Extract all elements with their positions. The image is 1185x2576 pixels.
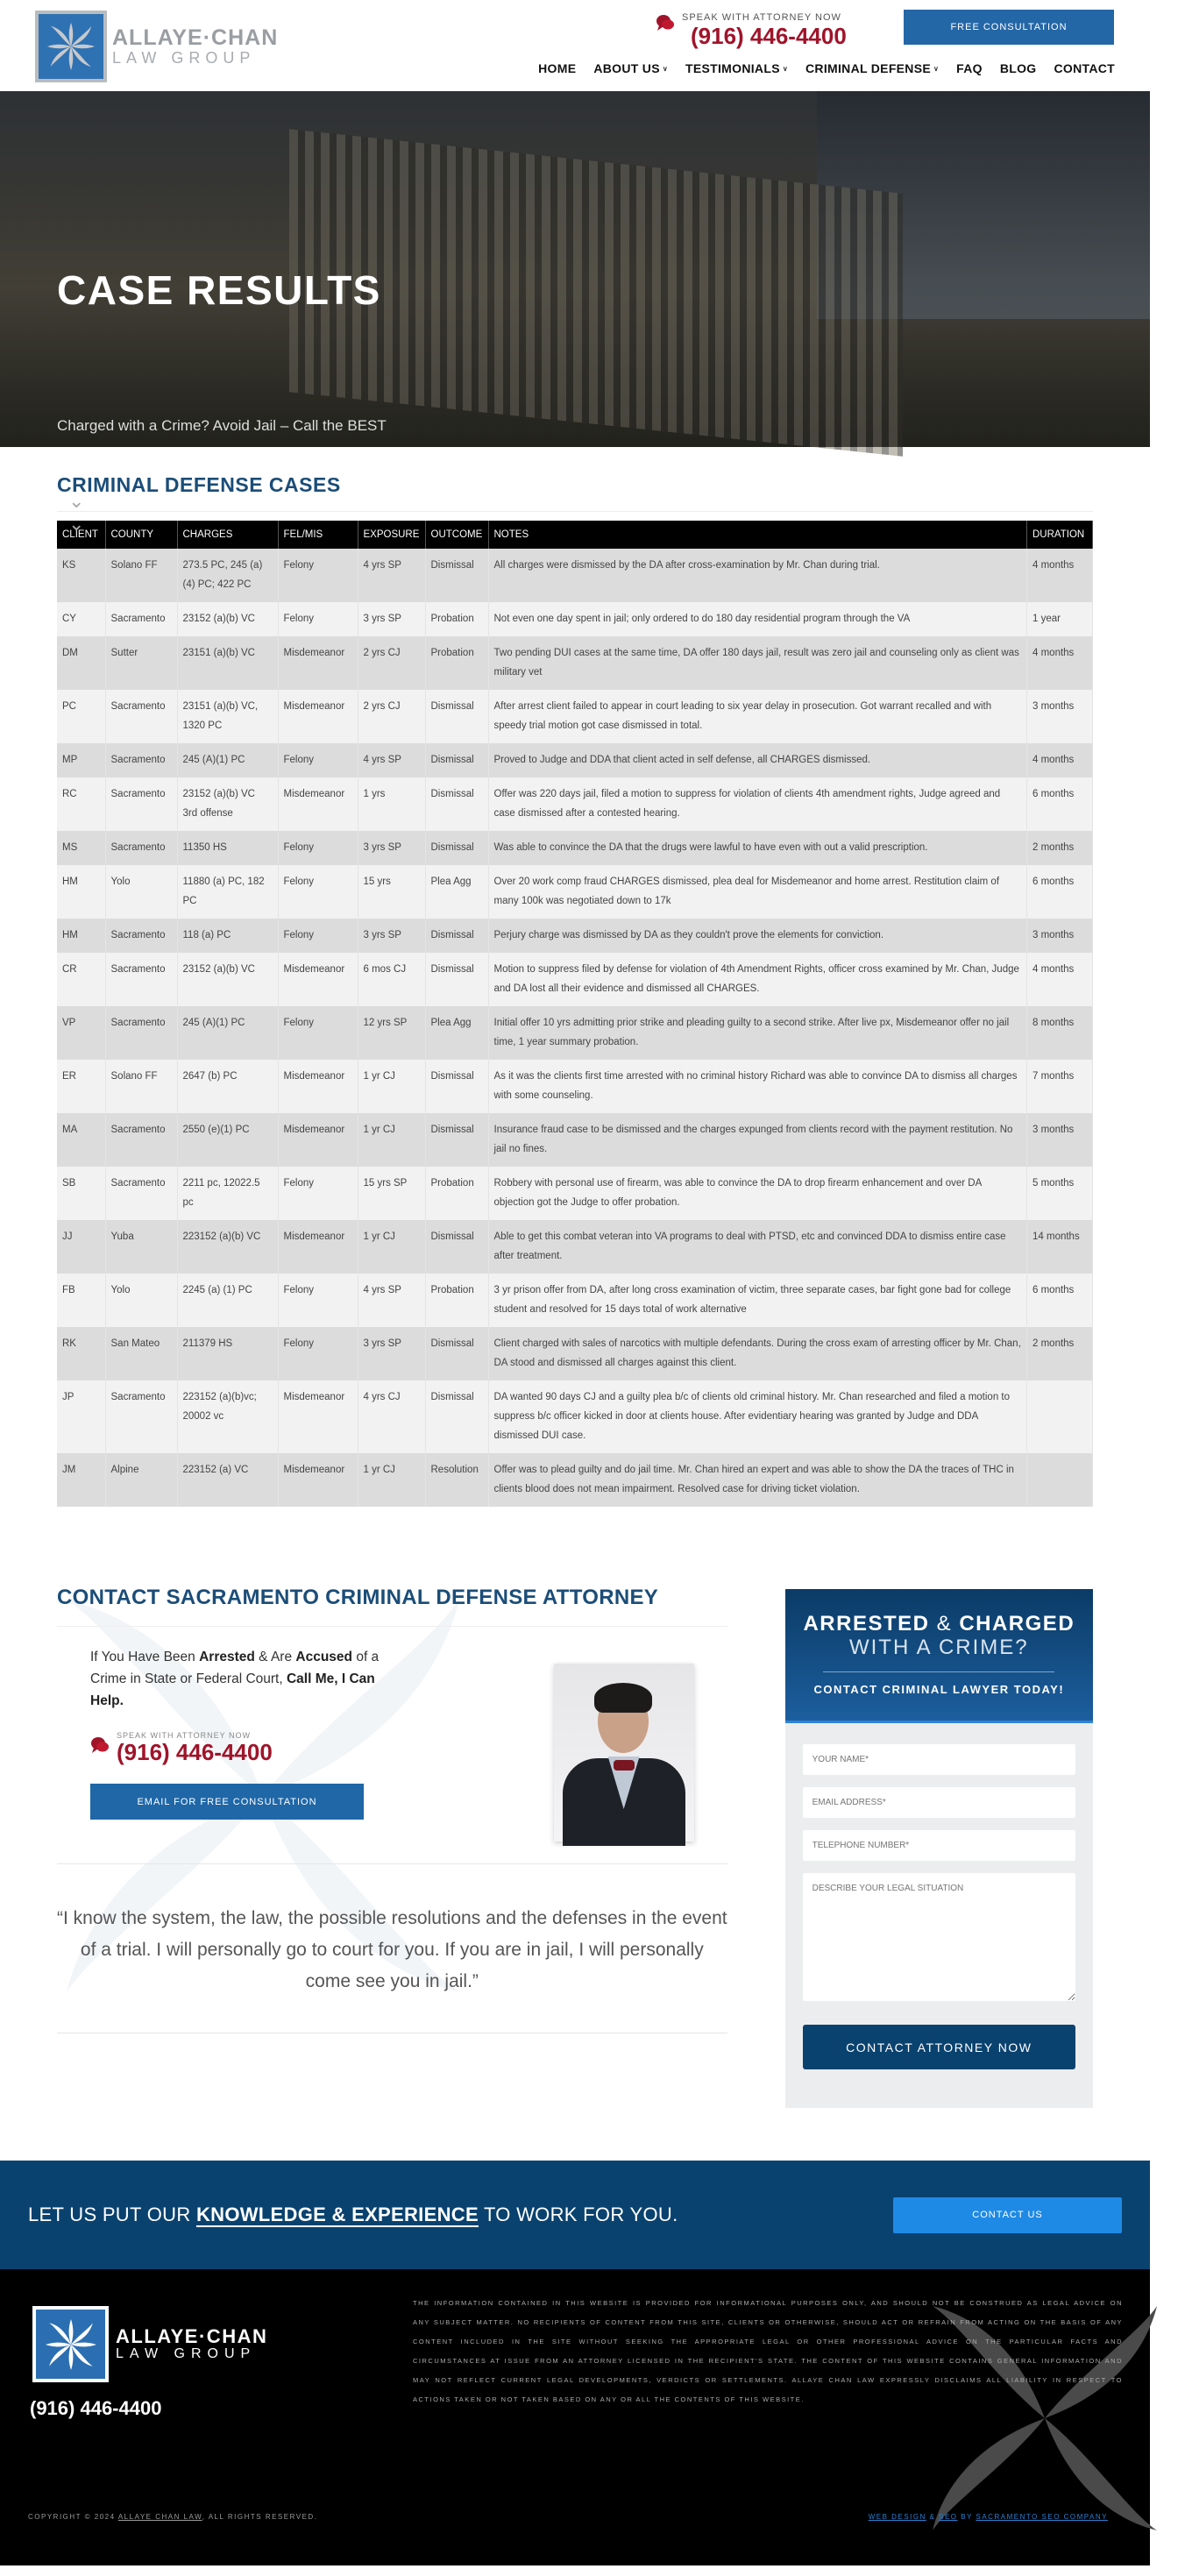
table-cell: MS xyxy=(57,831,105,865)
logo-name: ALLAYE·CHAN xyxy=(112,25,279,50)
table-row xyxy=(57,777,1093,831)
table-cell: Dismissal xyxy=(425,777,488,831)
table-header-row xyxy=(57,521,1093,549)
table-cell: 4 months xyxy=(1027,953,1093,1006)
table-cell: 1 yr CJ xyxy=(358,1060,425,1113)
table-cell: 245 (A)(1) PC xyxy=(177,1006,278,1060)
table-row xyxy=(57,1453,1093,1507)
table-cell: Misdemeanor xyxy=(278,1113,358,1167)
table-row xyxy=(57,1113,1093,1167)
table-cell: HM xyxy=(57,919,105,953)
table-cell: Initial offer 10 yrs admitting prior strike and pleading guilty to a second strike. After live px, Misdemeanor offer no jail time, 1 year summary probation. xyxy=(488,1006,1027,1060)
table-cell: Misdemeanor xyxy=(278,777,358,831)
table-cell: 6 mos CJ xyxy=(358,953,425,1006)
table-cell: 211379 HS xyxy=(177,1327,278,1380)
chat-bubbles-icon xyxy=(90,1736,110,1754)
table-cell: 11880 (a) PC, 182 PC xyxy=(177,865,278,919)
table-cell: Felony xyxy=(278,549,358,602)
table-cell: 3 yrs SP xyxy=(358,919,425,953)
table-cell: Resolution xyxy=(425,1453,488,1507)
col-county: COUNTY xyxy=(105,521,177,549)
table-cell: Probation xyxy=(425,1274,488,1327)
table-row xyxy=(57,1006,1093,1060)
table-cell: Misdemeanor xyxy=(278,1220,358,1274)
table-cell: 12 yrs SP xyxy=(358,1006,425,1060)
table-cell: Misdemeanor xyxy=(278,636,358,690)
chevron-down-icon: ∨ xyxy=(662,64,669,73)
double-chevron-down-icon[interactable]: ⌄ ⌄ xyxy=(68,490,85,535)
table-cell: 2 yrs CJ xyxy=(358,690,425,743)
email-input[interactable] xyxy=(803,1787,1075,1818)
table-cell: Sacramento xyxy=(105,777,177,831)
nav-criminal-defense[interactable]: CRIMINAL DEFENSE ∨ xyxy=(805,61,940,75)
table-cell: Felony xyxy=(278,743,358,777)
table-cell: Felony xyxy=(278,1006,358,1060)
contact-form-card xyxy=(785,1589,1093,2108)
site-footer xyxy=(0,2269,1150,2565)
col-client: CLIENT xyxy=(57,521,105,549)
table-row xyxy=(57,919,1093,953)
site-credits: WEB DESIGN & SEO BY SACRAMENTO SEO COMPANY xyxy=(868,2513,1108,2521)
copyright-link[interactable]: ALLAYE CHAN LAW xyxy=(117,2513,202,2521)
table-cell: 23152 (a)(b) VC xyxy=(177,953,278,1006)
table-cell: 6 months xyxy=(1027,865,1093,919)
table-cell: Sacramento xyxy=(105,1113,177,1167)
table-row xyxy=(57,1380,1093,1453)
table-cell: JP xyxy=(57,1380,105,1453)
table-cell: Motion to suppress filed by defense for violation of 4th Amendment Rights, officer cross examined by Mr. Chan, Judge and DA lost all their evidence and dismissed all CHARGES. xyxy=(488,953,1027,1006)
table-cell: 223152 (a)(b) VC xyxy=(177,1220,278,1274)
table-cell: Misdemeanor xyxy=(278,1453,358,1507)
speak-label: SPEAK WITH ATTORNEY NOW xyxy=(682,12,841,23)
logo-mark xyxy=(35,11,107,82)
speak-label: SPEAK WITH ATTORNEY NOW xyxy=(117,1731,252,1740)
table-cell: Was able to convince the DA that the drugs were lawful to have even with out a valid prescription. xyxy=(488,831,1027,865)
table-cell: Yolo xyxy=(105,865,177,919)
main-nav xyxy=(538,61,1115,75)
cta-banner xyxy=(0,2161,1150,2269)
contact-us-button[interactable]: CONTACT US xyxy=(893,2197,1122,2233)
table-cell: All charges were dismissed by the DA after cross-examination by Mr. Chan during trial. xyxy=(488,549,1027,602)
table-cell: 3 months xyxy=(1027,690,1093,743)
hero-title: CASE RESULTS xyxy=(57,267,381,313)
table-cell: Dismissal xyxy=(425,690,488,743)
header-phone-link[interactable]: (916) 446-4400 xyxy=(691,23,847,49)
table-cell: Dismissal xyxy=(425,1113,488,1167)
table-row xyxy=(57,743,1093,777)
col-notes: NOTES xyxy=(488,521,1027,549)
table-cell: Plea Agg xyxy=(425,1006,488,1060)
table-cell: As it was the clients first time arrested with no criminal history Richard was able to convince DA to dismiss all charges with some counseling. xyxy=(488,1060,1027,1113)
table-cell: 118 (a) PC xyxy=(177,919,278,953)
table-cell: 8 months xyxy=(1027,1006,1093,1060)
table-cell: 15 yrs SP xyxy=(358,1167,425,1220)
nav-contact[interactable]: CONTACT xyxy=(1054,61,1115,75)
table-cell: VP xyxy=(57,1006,105,1060)
table-cell: MA xyxy=(57,1113,105,1167)
table-row xyxy=(57,1274,1093,1327)
table-row xyxy=(57,1167,1093,1220)
table-cell: 3 yrs SP xyxy=(358,602,425,636)
col-fel-mis: FEL/MIS xyxy=(278,521,358,549)
site-logo[interactable] xyxy=(35,11,278,82)
attorney-quote: “I know the system, the law, the possible resolutions and the defenses in the event of a trial. I will personally go to court for you. If you are in jail, I will personally come see you in jail.” xyxy=(57,1864,727,2033)
pinwheel-icon xyxy=(46,21,96,72)
name-input[interactable] xyxy=(803,1744,1075,1775)
table-cell: 223152 (a) VC xyxy=(177,1453,278,1507)
table-cell: Plea Agg xyxy=(425,865,488,919)
table-cell: KS xyxy=(57,549,105,602)
table-cell: Felony xyxy=(278,1167,358,1220)
col-duration: DURATION xyxy=(1027,521,1093,549)
table-cell: RC xyxy=(57,777,105,831)
nav-blog[interactable]: BLOG xyxy=(999,61,1037,75)
table-cell: Felony xyxy=(278,1327,358,1380)
speak-with-attorney xyxy=(656,12,847,49)
table-cell: 223152 (a)(b)vc; 20002 vc xyxy=(177,1380,278,1453)
table-cell: 1 yr CJ xyxy=(358,1113,425,1167)
speak-with-attorney-contact xyxy=(90,1731,397,1764)
table-cell: Dismissal xyxy=(425,831,488,865)
table-cell: 4 months xyxy=(1027,549,1093,602)
table-cell: RK xyxy=(57,1327,105,1380)
table-cell: Sacramento xyxy=(105,919,177,953)
table-cell: Felony xyxy=(278,919,358,953)
cta-text: LET US PUT OUR KNOWLEDGE & EXPERIENCE TO WORK FOR YOU. xyxy=(28,2203,678,2225)
table-cell: Probation xyxy=(425,1167,488,1220)
table-cell: Felony xyxy=(278,602,358,636)
table-cell xyxy=(1027,1453,1093,1507)
table-cell: Felony xyxy=(278,831,358,865)
table-row xyxy=(57,1060,1093,1113)
table-cell: Dismissal xyxy=(425,1327,488,1380)
nav-about-us[interactable]: ABOUT US ∨ xyxy=(593,61,669,75)
logo-tagline: LAW GROUP xyxy=(112,49,256,67)
table-cell: 1 year xyxy=(1027,602,1093,636)
cases-table xyxy=(57,521,1093,1507)
table-cell: Probation xyxy=(425,636,488,690)
contact-section xyxy=(0,1542,1150,2161)
table-cell: 15 yrs xyxy=(358,865,425,919)
table-cell: 2647 (b) PC xyxy=(177,1060,278,1113)
table-cell: Not even one day spent in jail; only ordered to do 180 day residential program through the VA xyxy=(488,602,1027,636)
table-cell: 4 months xyxy=(1027,636,1093,690)
col-charges: CHARGES xyxy=(177,521,278,549)
contact-form xyxy=(785,1723,1093,2108)
nav-faq[interactable]: FAQ xyxy=(956,61,983,75)
table-cell: Offer was to plead guilty and do jail time. Mr. Chan hired an expert and was able to show the DA the traces of THC in clients blood does not mean impairment. Resolved case for driving ticket violation. xyxy=(488,1453,1027,1507)
table-cell: Misdemeanor xyxy=(278,1060,358,1113)
table-cell: 11350 HS xyxy=(177,831,278,865)
site-header xyxy=(0,0,1150,91)
table-cell: 2550 (e)(1) PC xyxy=(177,1113,278,1167)
table-cell: Dismissal xyxy=(425,549,488,602)
chat-bubbles-icon xyxy=(656,14,675,32)
table-cell: Sacramento xyxy=(105,1006,177,1060)
table-cell: Felony xyxy=(278,865,358,919)
table-cell: Dismissal xyxy=(425,919,488,953)
table-cell: 23151 (a)(b) VC, 1320 PC xyxy=(177,690,278,743)
table-cell: 3 yr prison offer from DA, after long cross examination of victim, three separate cases, bar fight gone bad for college student and resolved for 15 days total of work alternative xyxy=(488,1274,1027,1327)
table-cell: PC xyxy=(57,690,105,743)
table-cell: 273.5 PC, 245 (a) (4) PC; 422 PC xyxy=(177,549,278,602)
table-cell: Sacramento xyxy=(105,1167,177,1220)
table-row xyxy=(57,831,1093,865)
cases-section xyxy=(0,447,1150,1542)
table-row xyxy=(57,602,1093,636)
table-row xyxy=(57,1327,1093,1380)
hero-subtitle: Charged with a Crime? Avoid Jail – Call the BEST xyxy=(57,417,387,434)
table-cell: Solano FF xyxy=(105,1060,177,1113)
table-cell: Yuba xyxy=(105,1220,177,1274)
table-cell: 4 yrs CJ xyxy=(358,1380,425,1453)
table-cell: 4 months xyxy=(1027,743,1093,777)
table-cell: Dismissal xyxy=(425,1220,488,1274)
table-cell: 4 yrs SP xyxy=(358,743,425,777)
table-cell: 3 yrs SP xyxy=(358,1327,425,1380)
table-cell: Proved to Judge and DDA that client acted in self defense, all CHARGES dismissed. xyxy=(488,743,1027,777)
legal-situation-textarea[interactable] xyxy=(803,1873,1075,2001)
table-cell: Offer was 220 days jail, filed a motion to suppress for violation of clients 4th amendment rights, Judge agreed and case dismissed after a contested hearing. xyxy=(488,777,1027,831)
table-cell: MP xyxy=(57,743,105,777)
table-cell: 3 months xyxy=(1027,919,1093,953)
table-cell: CY xyxy=(57,602,105,636)
table-cell: 3 months xyxy=(1027,1113,1093,1167)
table-cell: Felony xyxy=(278,1274,358,1327)
table-cell: Solano FF xyxy=(105,549,177,602)
seo-company-link[interactable]: SACRAMENTO SEO COMPANY xyxy=(976,2513,1108,2521)
table-cell: Dismissal xyxy=(425,1060,488,1113)
table-cell: Dismissal xyxy=(425,1380,488,1453)
table-cell: 2245 (a) (1) PC xyxy=(177,1274,278,1327)
table-cell: Misdemeanor xyxy=(278,1380,358,1453)
col-outcome: OUTCOME xyxy=(425,521,488,549)
table-cell: Client charged with sales of narcotics with multiple defendants. During the cross exam of arresting officer by Mr. Chan, DA stood and dismissed all charges against this client. xyxy=(488,1327,1027,1380)
footer-phone-link[interactable]: (916) 446-4400 xyxy=(30,2397,162,2419)
table-cell: 2211 pc, 12022.5 pc xyxy=(177,1167,278,1220)
web-design-link[interactable]: WEB DESIGN xyxy=(868,2513,926,2521)
contact-attorney-submit-button[interactable]: CONTACT ATTORNEY NOW xyxy=(803,2025,1075,2069)
table-cell: After arrest client failed to appear in court leading to six year delay in prosecution. Got warrant recalled and with speedy trial motion got case dismissed in total. xyxy=(488,690,1027,743)
table-cell: 6 months xyxy=(1027,1274,1093,1327)
table-cell: 4 yrs SP xyxy=(358,1274,425,1327)
table-cell: SB xyxy=(57,1167,105,1220)
contact-pitch: If You Have Been Arrested & Are Accused of a Crime in State or Federal Court, Call Me, I Can Help. xyxy=(90,1650,380,1708)
nav-home[interactable]: HOME xyxy=(538,61,577,75)
table-cell: 2 months xyxy=(1027,831,1093,865)
table-cell: Over 20 work comp fraud CHARGES dismissed, plea deal for Misdemeanor and home arrest. Restitution claim of many 100k was negotiated down to 17k xyxy=(488,865,1027,919)
table-cell: Alpine xyxy=(105,1453,177,1507)
table-cell: Yolo xyxy=(105,1274,177,1327)
table-cell: Sacramento xyxy=(105,690,177,743)
email-consultation-button[interactable]: EMAIL FOR FREE CONSULTATION xyxy=(90,1784,364,1820)
free-consultation-button[interactable]: FREE CONSULTATION xyxy=(904,10,1114,45)
table-cell: 3 yrs SP xyxy=(358,831,425,865)
table-row xyxy=(57,636,1093,690)
table-cell: JJ xyxy=(57,1220,105,1274)
table-cell: 6 months xyxy=(1027,777,1093,831)
chevron-down-icon: ∨ xyxy=(782,64,788,73)
table-cell: 1 yr CJ xyxy=(358,1220,425,1274)
table-cell: Probation xyxy=(425,602,488,636)
col-exposure: EXPOSURE xyxy=(358,521,425,549)
table-cell: ER xyxy=(57,1060,105,1113)
contact-phone-link[interactable]: (916) 446-4400 xyxy=(117,1739,273,1765)
table-cell: 5 months xyxy=(1027,1167,1093,1220)
nav-testimonials[interactable]: TESTIMONIALS ∨ xyxy=(685,61,788,75)
table-cell: 1 yr CJ xyxy=(358,1453,425,1507)
table-cell: Perjury charge was dismissed by DA as they couldn't prove the elements for conviction. xyxy=(488,919,1027,953)
table-cell: CR xyxy=(57,953,105,1006)
table-cell: 2 yrs CJ xyxy=(358,636,425,690)
table-cell xyxy=(1027,1380,1093,1453)
table-row xyxy=(57,549,1093,602)
pinwheel-icon xyxy=(44,2317,98,2372)
table-cell: Sacramento xyxy=(105,953,177,1006)
cases-table-body xyxy=(57,549,1093,1507)
footer-logo[interactable]: ALLAYE·CHAN LAW GROUP xyxy=(32,2306,267,2382)
table-row xyxy=(57,865,1093,919)
table-cell: 245 (A)(1) PC xyxy=(177,743,278,777)
table-cell: 7 months xyxy=(1027,1060,1093,1113)
table-cell: Sacramento xyxy=(105,743,177,777)
phone-input[interactable] xyxy=(803,1830,1075,1861)
table-cell: 4 yrs SP xyxy=(358,549,425,602)
table-cell: JM xyxy=(57,1453,105,1507)
form-header: ARRESTED & CHARGED WITH A CRIME? CONTACT CRIMINAL LAWYER TODAY! xyxy=(785,1589,1093,1723)
table-cell: DA wanted 90 days CJ and a guilty plea b/c of clients old criminal history. Mr. Chan researched and filed a motion to suppress b/c officer kicked in door at clients house. After evidentiary hearing was granted by Judge and DDA dismissed DUI case. xyxy=(488,1380,1027,1453)
table-cell: Misdemeanor xyxy=(278,953,358,1006)
table-cell: FB xyxy=(57,1274,105,1327)
cases-title: CRIMINAL DEFENSE CASES xyxy=(57,473,1093,512)
table-cell: 1 yrs xyxy=(358,777,425,831)
table-cell: 23152 (a)(b) VC xyxy=(177,602,278,636)
table-row xyxy=(57,1220,1093,1274)
table-cell: Misdemeanor xyxy=(278,690,358,743)
table-cell: 23152 (a)(b) VC 3rd offense xyxy=(177,777,278,831)
attorney-photo xyxy=(554,1664,694,1842)
table-cell: Sutter xyxy=(105,636,177,690)
table-row xyxy=(57,953,1093,1006)
table-row xyxy=(57,690,1093,743)
table-cell: Insurance fraud case to be dismissed and the charges expunged from clients record with the payment restitution. No jail no fines. xyxy=(488,1113,1027,1167)
table-cell: Sacramento xyxy=(105,1380,177,1453)
seo-link[interactable]: SEO xyxy=(939,2513,958,2521)
table-cell: Robbery with personal use of firearm, was able to convince the DA to drop firearm enhancement and over DA objection got the Judge to offer probation. xyxy=(488,1167,1027,1220)
contact-title: CONTACT SACRAMENTO CRIMINAL DEFENSE ATTORNEY xyxy=(57,1586,727,1627)
table-cell: 23151 (a)(b) VC xyxy=(177,636,278,690)
table-cell: Dismissal xyxy=(425,743,488,777)
table-cell: Sacramento xyxy=(105,602,177,636)
table-cell: Two pending DUI cases at the same time, DA offer 180 days jail, result was zero jail and counseling only as client was military vet xyxy=(488,636,1027,690)
table-cell: DM xyxy=(57,636,105,690)
table-cell: 2 months xyxy=(1027,1327,1093,1380)
table-cell: San Mateo xyxy=(105,1327,177,1380)
chevron-down-icon: ∨ xyxy=(933,64,940,73)
table-cell: Dismissal xyxy=(425,953,488,1006)
table-cell: 14 months xyxy=(1027,1220,1093,1274)
copyright: COPYRIGHT © 2024 ALLAYE CHAN LAW, ALL RIGHTS RESERVED. xyxy=(28,2513,318,2521)
table-cell: Sacramento xyxy=(105,831,177,865)
legal-disclaimer: THE INFORMATION CONTAINED IN THIS WEBSITE IS PROVIDED FOR INFORMATIONAL PURPOSES ONLY, AND SHOULD NOT BE CONSTRUED AS LEGAL ADVICE ON ANY SUBJECT MATTER. NO RECIPIENTS OF CONTENT FROM THIS SITE, CLIENTS OR OTHERWISE, SHOULD ACT OR REFRAIN FROM ACTING ON THE BASIS OF ANY CONTENT INCLUDED IN THE SITE WITHOUT SEEKING THE APPROPRIATE LEGAL OR OTHER PROFESSIONAL ADVICE ON THE PARTICULAR FACTS AND CIRCUMSTANCES AT ISSUE FROM AN ATTORNEY LICENSED IN THE RECIPIENT'S STATE. THE CONTENT OF THIS WEBSITE CONTAINS GENERAL INFORMATION AND MAY NOT REFLECT CURRENT LEGAL DEVELOPMENTS, VERDICTS OR SETTLEMENTS. ALLAYE CHAN LAW EXPRESSLY DISCLAIMS ALL LIABILITY IN RESPECT TO ACTIONS TAKEN OR NOT TAKEN BASED ON ANY OR ALL THE CONTENTS OF THIS WEBSITE. xyxy=(413,2299,1123,2403)
table-cell: HM xyxy=(57,865,105,919)
table-cell: Able to get this combat veteran into VA programs to deal with PTSD, etc and convinced DDA to dismiss entire case after treatment. xyxy=(488,1220,1027,1274)
